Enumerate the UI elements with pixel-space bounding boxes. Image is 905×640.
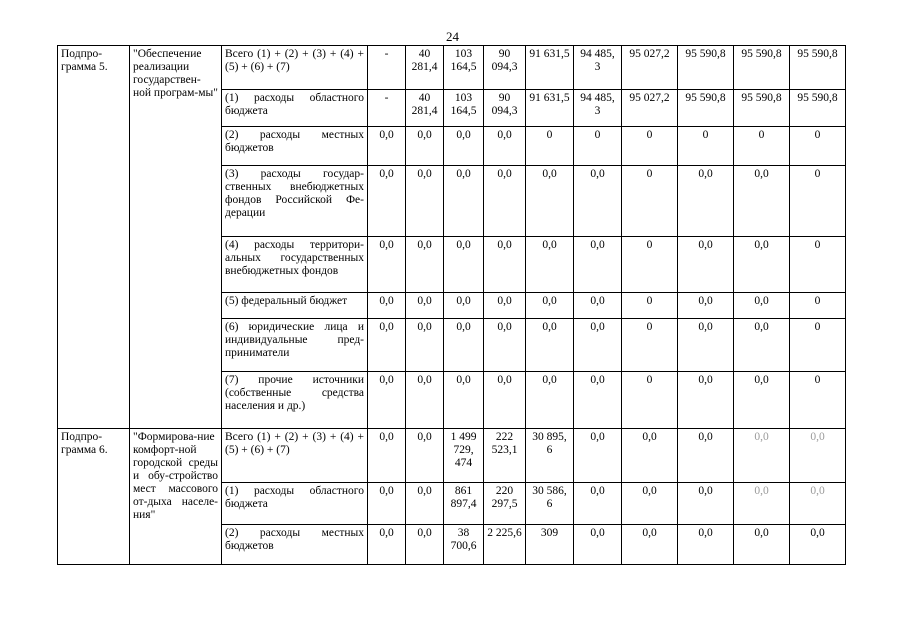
- value-cell: 0,0: [678, 372, 734, 429]
- value-cell: 0: [678, 127, 734, 166]
- value-cell: 0: [790, 319, 846, 372]
- value-cell: 0,0: [406, 319, 444, 372]
- value-cell: 0,0: [406, 293, 444, 319]
- value-cell: 103 164,5: [444, 46, 484, 90]
- funding-source-label: (2) расходы местных бюджетов: [222, 127, 368, 166]
- funding-source-label: (2) расходы местных бюджетов: [222, 525, 368, 565]
- value-cell: 0,0: [734, 237, 790, 293]
- value-cell: 95 027,2: [622, 46, 678, 90]
- value-cell: 40 281,4: [406, 46, 444, 90]
- value-cell: 0,0: [734, 166, 790, 237]
- subprogram-title: "Обеспечение реализации государствен-ной програм-мы": [130, 46, 222, 429]
- value-cell: 94 485, 3: [574, 46, 622, 90]
- value-cell: 0,0: [444, 166, 484, 237]
- page-number: 24: [446, 29, 459, 44]
- value-cell: 0,0: [790, 429, 846, 483]
- funding-source-label: (4) расходы территори-альных государственных внебюджетных фондов: [222, 237, 368, 293]
- value-cell: 0,0: [368, 319, 406, 372]
- value-cell: 0,0: [526, 372, 574, 429]
- value-cell: 103 164,5: [444, 90, 484, 127]
- value-cell: 0: [790, 372, 846, 429]
- subprogram-number: Подпро-грамма 6.: [58, 429, 130, 565]
- value-cell: 0,0: [574, 166, 622, 237]
- value-cell: 0,0: [444, 237, 484, 293]
- value-cell: 1 499 729, 474: [444, 429, 484, 483]
- value-cell: 0,0: [444, 293, 484, 319]
- value-cell: 0,0: [406, 237, 444, 293]
- value-cell: 95 590,8: [678, 90, 734, 127]
- budget-table: [57, 45, 905, 565]
- value-cell: 0: [790, 166, 846, 237]
- value-cell: 2 225,6: [484, 525, 526, 565]
- value-cell: 30 895, 6: [526, 429, 574, 483]
- value-cell: 0,0: [368, 372, 406, 429]
- value-cell: 95 590,8: [734, 46, 790, 90]
- value-cell: 222 523,1: [484, 429, 526, 483]
- value-cell: 0,0: [734, 429, 790, 483]
- value-cell: 0,0: [368, 166, 406, 237]
- table-row: [58, 46, 905, 90]
- value-cell: 0,0: [406, 166, 444, 237]
- value-cell: 0,0: [790, 525, 846, 565]
- value-cell: 0,0: [368, 293, 406, 319]
- value-cell: 0: [622, 166, 678, 237]
- value-cell: 90 094,3: [484, 46, 526, 90]
- funding-source-label: (6) юридические лица и индивидуальные пред-приниматели: [222, 319, 368, 372]
- value-cell: 0,0: [678, 237, 734, 293]
- value-cell: 0,0: [574, 293, 622, 319]
- value-cell: 40 281,4: [406, 90, 444, 127]
- table-row: [58, 429, 905, 483]
- funding-source-label: (5) федеральный бюджет: [222, 293, 368, 319]
- value-cell: 0,0: [734, 372, 790, 429]
- value-cell: 0: [790, 127, 846, 166]
- value-cell: 0,0: [734, 319, 790, 372]
- value-cell: 0,0: [790, 483, 846, 525]
- value-cell: 0,0: [574, 429, 622, 483]
- value-cell: -: [368, 90, 406, 127]
- funding-source-label: (3) расходы государ-ственных внебюджетных фондов Российской Фе-дерации: [222, 166, 368, 237]
- value-cell: 90 094,3: [484, 90, 526, 127]
- value-cell: 0,0: [574, 319, 622, 372]
- value-cell: 0,0: [678, 429, 734, 483]
- value-cell: 220 297,5: [484, 483, 526, 525]
- value-cell: 0,0: [574, 372, 622, 429]
- value-cell: 0,0: [406, 525, 444, 565]
- value-cell: 0,0: [484, 372, 526, 429]
- value-cell: 0: [622, 237, 678, 293]
- value-cell: 0,0: [484, 127, 526, 166]
- value-cell: 0: [526, 127, 574, 166]
- value-cell: 0,0: [526, 319, 574, 372]
- value-cell: -: [368, 46, 406, 90]
- value-cell: 0,0: [526, 293, 574, 319]
- value-cell: 0,0: [368, 483, 406, 525]
- value-cell: 0,0: [526, 237, 574, 293]
- value-cell: 0,0: [574, 525, 622, 565]
- value-cell: 0,0: [444, 127, 484, 166]
- value-cell: 0,0: [734, 483, 790, 525]
- funding-source-label: Всего (1) + (2) + (3) + (4) + (5) + (6) + (7): [222, 429, 368, 483]
- value-cell: 0,0: [574, 483, 622, 525]
- value-cell: 0,0: [484, 237, 526, 293]
- value-cell: 0,0: [406, 372, 444, 429]
- value-cell: 0,0: [406, 127, 444, 166]
- value-cell: 0: [734, 127, 790, 166]
- value-cell: 0,0: [574, 237, 622, 293]
- value-cell: 95 590,8: [734, 90, 790, 127]
- funding-source-label: (1) расходы областного бюджета: [222, 90, 368, 127]
- value-cell: 0: [790, 293, 846, 319]
- value-cell: 91 631,5: [526, 46, 574, 90]
- value-cell: 0: [622, 319, 678, 372]
- value-cell: 0,0: [484, 293, 526, 319]
- value-cell: 0,0: [368, 127, 406, 166]
- value-cell: 0: [622, 127, 678, 166]
- subprogram-number: Подпро-грамма 5.: [58, 46, 130, 429]
- value-cell: 0,0: [622, 525, 678, 565]
- value-cell: 0,0: [444, 372, 484, 429]
- value-cell: 0,0: [678, 293, 734, 319]
- value-cell: 38 700,6: [444, 525, 484, 565]
- funding-source-label: (7) прочие источники (собственные средства населения и др.): [222, 372, 368, 429]
- value-cell: 0: [622, 372, 678, 429]
- value-cell: 91 631,5: [526, 90, 574, 127]
- value-cell: 95 590,8: [790, 46, 846, 90]
- value-cell: 94 485, 3: [574, 90, 622, 127]
- value-cell: 309: [526, 525, 574, 565]
- value-cell: 0,0: [406, 429, 444, 483]
- value-cell: 95 590,8: [790, 90, 846, 127]
- value-cell: 0: [574, 127, 622, 166]
- value-cell: 0: [790, 237, 846, 293]
- value-cell: 0,0: [368, 429, 406, 483]
- value-cell: 0,0: [622, 483, 678, 525]
- value-cell: 95 027,2: [622, 90, 678, 127]
- value-cell: 0,0: [526, 166, 574, 237]
- value-cell: 0,0: [484, 166, 526, 237]
- value-cell: 0,0: [368, 237, 406, 293]
- value-cell: 0,0: [368, 525, 406, 565]
- funding-source-label: Всего (1) + (2) + (3) + (4) + (5) + (6) + (7): [222, 46, 368, 90]
- value-cell: 0,0: [734, 293, 790, 319]
- value-cell: 95 590,8: [678, 46, 734, 90]
- value-cell: 0,0: [678, 166, 734, 237]
- value-cell: 861 897,4: [444, 483, 484, 525]
- value-cell: 0,0: [406, 483, 444, 525]
- value-cell: 0: [622, 293, 678, 319]
- value-cell: 0,0: [484, 319, 526, 372]
- value-cell: 0,0: [678, 319, 734, 372]
- value-cell: 0,0: [734, 525, 790, 565]
- value-cell: 0,0: [622, 429, 678, 483]
- value-cell: 0,0: [444, 319, 484, 372]
- value-cell: 0,0: [678, 483, 734, 525]
- subprogram-title: "Формирова-ние комфорт-ной городской среды и обу-стройство мест массового от-дыха населе-ния": [130, 429, 222, 565]
- funding-source-label: (1) расходы областного бюджета: [222, 483, 368, 525]
- value-cell: 30 586, 6: [526, 483, 574, 525]
- value-cell: 0,0: [678, 525, 734, 565]
